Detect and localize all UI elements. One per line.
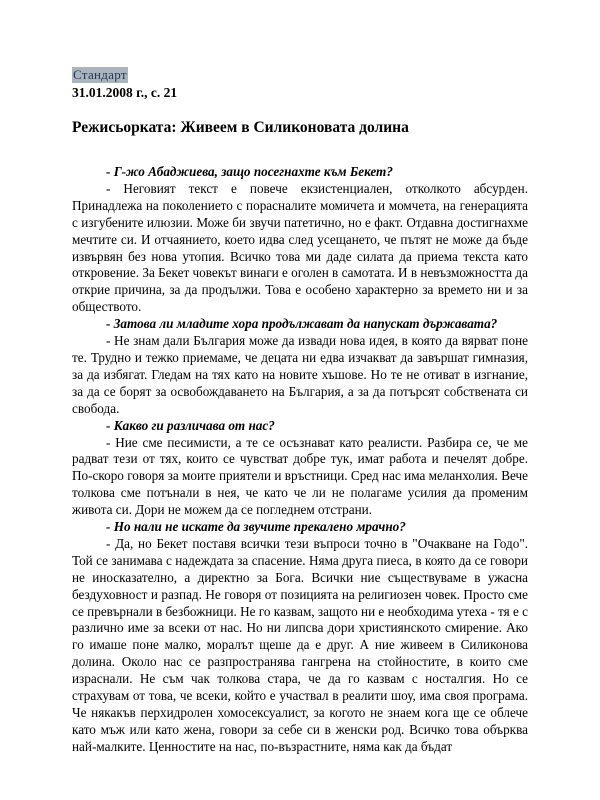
publication-date: 31.01.2008 г., с. 21 xyxy=(72,85,178,100)
article-body xyxy=(72,164,528,756)
newspaper-source: Стандарт xyxy=(73,67,127,82)
interview-question: - Затова ли младите хора продължават да напускат държавата? xyxy=(106,316,498,332)
document-page xyxy=(72,66,528,756)
source-line xyxy=(72,66,528,84)
interview-answer: - Да, но Бекет поставя всички тези въпроси точно в "Очакване на Годо". Той се занимава с надеждата за спасение. Няма друга пиеса, в която да се говори не иносказателно, а директно за Бога. Всички ние съществуваме в ужасна бездуховност и разпад. Не говоря от позицията на религиозен човек. Просто сме се превърнали в безбожници. Не го казвам, защото ни е необходима утеха - тя е с различно име за всеки от нас. Но ни липсва дори християнското смирение. Ако го имаше поне малко, моралът щеше да е друг. А ние живеем в Силиконова долина. Около нас се разпространява гангрена на стойностите, в които сме израснали. Не съм чак толкова стара, че да го казвам с носталгия. Но се страхувам от това, че всеки, който е участвал в реалити шоу, има своя програма. Че някакъв перхидролен хомосексуалист, за когото не знаем кога ще се облече като мъж или като жена, говори за себе си в женски род. Всичко това обърква най-малките. Ценностите на нас, по-възрастните, няма как да бъдат xyxy=(72,535,529,754)
interview-answer: - Неговият текст е повече екзистенциален, отколкото абсурден. Принадлежа на поколението с порасналите момичета и момчета, на генерацията с изгубените илюзии. Може би звучи патетично, но е факт. Отдавна достигнахме мечтите си. И отчаянието, което идва след усещането, че пътят не може да бъде извървян без нова утопия. Всичко това ми даде силата да приема текста като откровение. За Бекет човекът винаги е оголен в самотата. И в невъзможността да открие причина, за да продължи. Това е особено характерно за времето ни и за обществото. xyxy=(72,180,528,315)
interview-answer: - Ние сме песимисти, а те се осъзнават като реалисти. Разбира се, че ме радват тези от тях, които се чувстват добре тук, имат работа и печелят добре. По-скоро говоря за моите приятели и връстници. Сред нас има меланхолия. Вече толкова сме потънали в нея, че като че ли не полагаме усилия да променим живота си. Дори не можем да се погледнем отстрани. xyxy=(72,434,528,518)
interview-answer: - Не знам дали България може да извади нова идея, в която да вярват поне те. Трудно и тежко приемаме, че децата ни едва изчакват да завършат гимназия, за да избягат. Гледам на тях като на новите хъшове. Но те не отиват в изгнание, за да се борят за освобождаването на България, а за да потърсят собствената си свобода. xyxy=(72,333,528,416)
interview-question: - Но нали не искате да звучите прекалено мрачно? xyxy=(106,519,406,535)
interview-question: - Г-жо Абаджиева, защо посегнахте към Бекет? xyxy=(106,164,393,179)
interview-question: - Какво ги различава от нас? xyxy=(106,417,275,433)
article-title: Режисьорката: Живеем в Силиконовата долина xyxy=(72,119,409,136)
